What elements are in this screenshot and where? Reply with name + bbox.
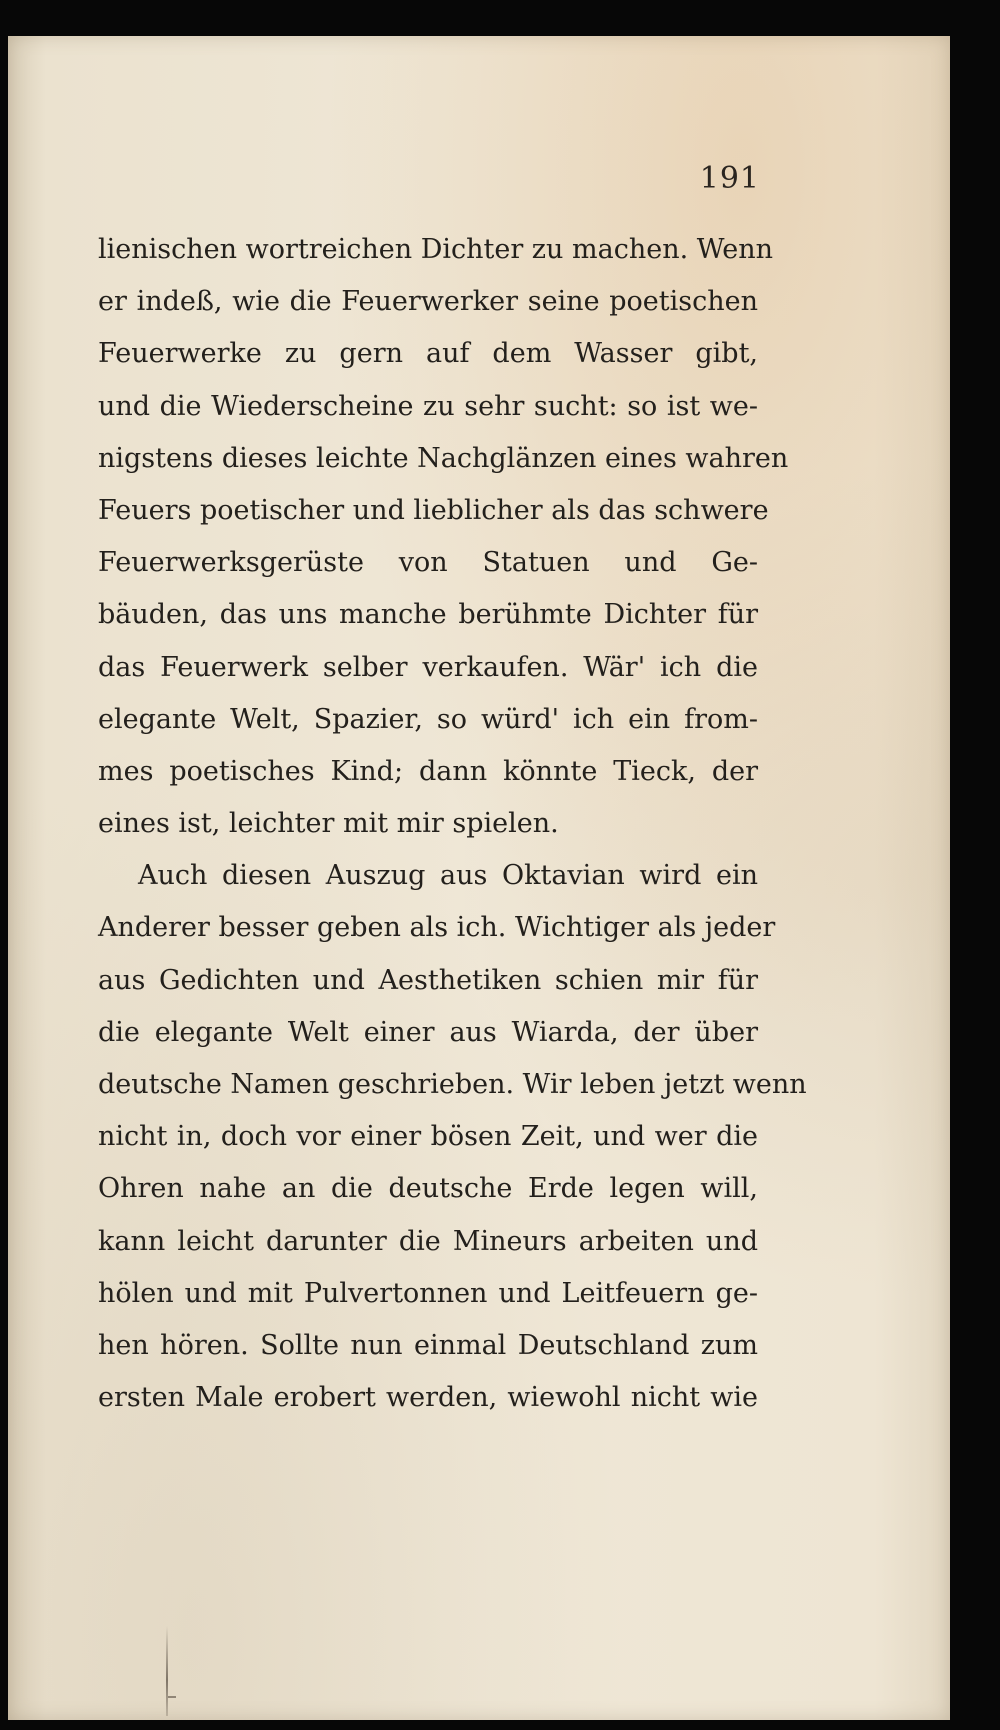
text-line: Anderer besser geben als ich. Wichtiger als jeder [98, 912, 776, 944]
gutter-mark [168, 1696, 176, 1698]
text-line: Feuers poetischer und lieblicher als das schwere [98, 494, 769, 526]
text-line: Feuerwerke zu gern auf dem Wasser gibt, [98, 338, 758, 370]
page-number: 191 [699, 161, 760, 196]
text-line: und die Wiederscheine zu sehr sucht: so ist we- [98, 390, 758, 422]
text-line: Feuerwerksgerüste von Statuen und Ge- [98, 547, 758, 579]
text-line: nicht in, doch vor einer bösen Zeit, und wer die [98, 1121, 758, 1153]
text-line: hen hören. Sollte nun einmal Deutschland zum [98, 1329, 758, 1361]
book-page [8, 36, 950, 1720]
text-line: aus Gedichten und Aesthetiken schien mir für [98, 964, 758, 996]
text-line: kann leicht darunter die Mineurs arbeiten und [98, 1225, 758, 1257]
text-line: bäuden, das uns manche berühmte Dichter für [98, 599, 758, 631]
text-line: nigstens dieses leichte Nachglänzen eines wahren [98, 442, 789, 474]
paragraph-end-line: eines ist, leichter mit mir spielen. [98, 808, 559, 840]
text-line: lienischen wortreichen Dichter zu machen. Wenn [98, 234, 774, 265]
text-line: deutsche Namen geschrieben. Wir leben jetzt wenn [98, 1069, 807, 1100]
text-line: mes poetisches Kind; dann könnte Tieck, der [98, 755, 758, 787]
text-line: elegante Welt, Spazier, so würd' ich ein from- [98, 703, 758, 735]
text-line: hölen und mit Pulvertonnen und Leitfeuern ge- [98, 1277, 758, 1309]
text-line: das Feuerwerk selber verkaufen. Wär' ich die [98, 651, 758, 683]
text-line: er indeß, wie die Feuerwerker seine poetischen [98, 286, 758, 318]
text-line: ersten Male erobert werden, wiewohl nicht wie [98, 1382, 758, 1414]
body-text [98, 224, 807, 1424]
gutter-mark [166, 1626, 168, 1716]
paragraph-start-line: Auch diesen Auszug aus Oktavian wird ein [138, 860, 758, 892]
text-line: Ohren nahe an die deutsche Erde legen will, [98, 1173, 758, 1205]
text-line: die elegante Welt einer aus Wiarda, der über [98, 1016, 758, 1048]
